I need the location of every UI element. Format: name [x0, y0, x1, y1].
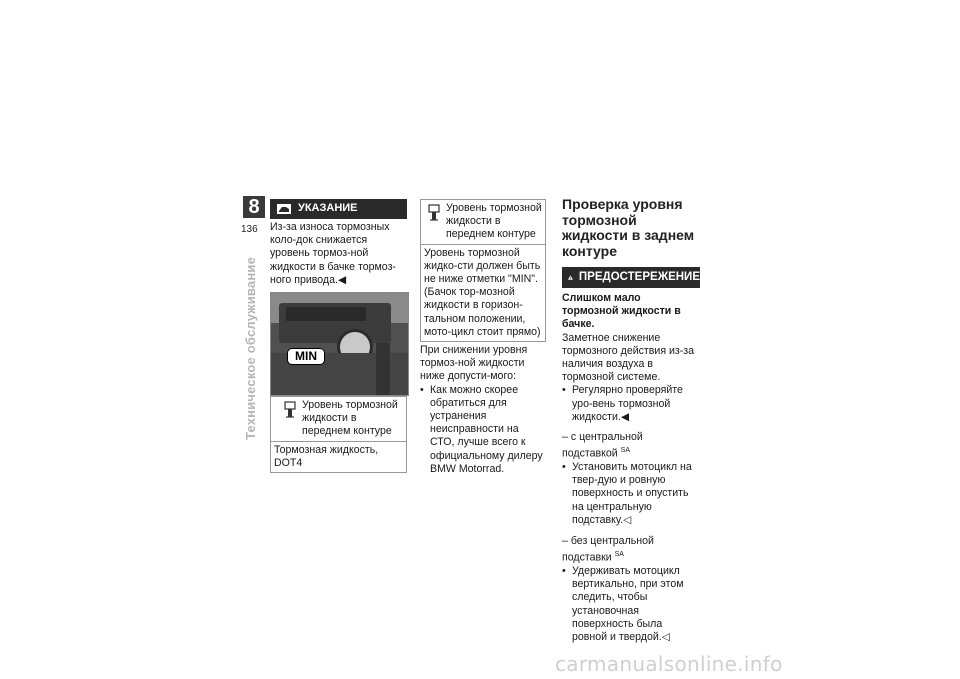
column-2 [420, 199, 546, 476]
brake-reservoir-photo [270, 292, 409, 396]
chapter-number: 8 [243, 196, 265, 218]
hand-note-icon [276, 203, 292, 215]
bullet-item: • Как можно скорее обратиться для устранения неисправности на СТО, лучше всего к официальному дилеру BMW Motorrad. [420, 383, 543, 475]
low-level-text: При снижении уровня тормоз-ной жидкости ниже допусти-мого: [420, 344, 528, 383]
spec-table-1-title: Уровень тормозной жидкости в переднем контуре [271, 397, 406, 441]
note-header [270, 199, 407, 219]
warning-title: ПРЕДОСТЕРЕЖЕНИЕ [578, 270, 700, 283]
warning-text: Заметное снижение тормозного действия из-за наличия воздуха в тормозной системе. [562, 331, 695, 384]
warning-header [562, 267, 700, 288]
condition-with-stand: – с центральной подставкой $^{SA}$ [562, 431, 643, 460]
spec-table-1 [270, 396, 407, 473]
note-title: УКАЗАНИЕ [298, 202, 358, 215]
column-1 [270, 199, 407, 473]
spec-table-2-value: Уровень тормозной жидко-сти должен быть не ниже отметки "MIN". (Бачок тор-мозной жидкости в горизон-тальном положении, мото-цикл стоит прямо) [421, 244, 545, 341]
condition-without-stand: – без центральной подставки $^{SA}$ [562, 534, 654, 564]
column-3 [562, 197, 700, 644]
section-heading: Проверка уровня тормозной жидкости в заднем контуре [562, 196, 695, 259]
warning-bold-text: Слишком мало тормозной жидкости в бачке. [562, 292, 681, 331]
spec-table-2-title: Уровень тормозной жидкости в переднем контуре [421, 200, 545, 244]
page-number: 136 [241, 224, 258, 235]
chapter-title-vertical: Техническое обслуживание [243, 256, 258, 440]
brake-fluid-icon [428, 204, 440, 222]
condition-1-bullet: • Установить мотоцикл на твер-дую и ровную поверхность и опустить на центральную подставку.◁ [562, 460, 692, 526]
note-text: Из-за износа тормозных коло-док снижается уровень тормоз-ной жидкости в бачке тормоз-ного привода.◀ [270, 221, 396, 286]
watermark: carmanualsonline.info [555, 652, 783, 676]
spec-table-1-value: Тормозная жидкость, DOT4 [271, 441, 406, 472]
warning-bullet: • Регулярно проверяйте уро-вень тормозной жидкости.◀ [562, 384, 683, 423]
spec-table-2 [420, 199, 546, 342]
warning-triangle-icon [568, 271, 573, 284]
min-label: MIN [287, 348, 325, 365]
condition-2-bullet: • Удерживать мотоцикл вертикально, при этом следить, чтобы установочная поверхность была ровной и твердой.◁ [562, 564, 684, 643]
brake-fluid-icon [284, 401, 296, 419]
